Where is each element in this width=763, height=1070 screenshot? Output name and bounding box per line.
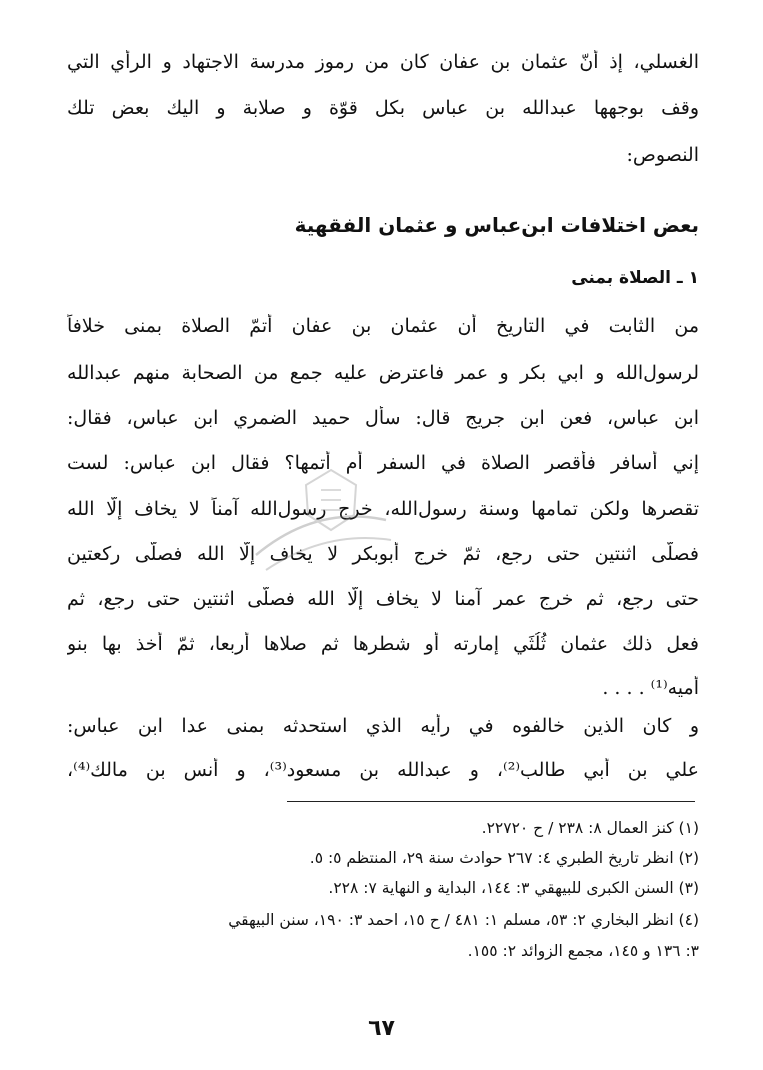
section-heading: بعض اختلافات ابن‌عباس و عثمان الفقهية [294, 213, 699, 237]
intro-line-2: وقف بوجهها عبدالله بن عباس بكل قوّة و صلابة و اليك بعض تلك [67, 97, 699, 119]
intro-line-3: النصوص: [626, 144, 699, 166]
intro-line-1: الغسلي، إذ أنّ عثمان بن عفان كان من رموز مدرسة الاجتهاد و الرأي التي [67, 51, 699, 73]
library-stamp-watermark [236, 460, 396, 590]
para1-line-3: ابن عباس، فعن ابن جريج قال: سأل حميد الضمري ابن عباس، فقال: [67, 407, 699, 429]
footnote-1: (١) كنز العمال ٨: ٢٣٨ / ح ٢٢٧٢٠. [481, 819, 699, 837]
subsection-heading: ١ ـ الصلاة بمنى [571, 268, 699, 288]
footnote-2: (٢) انظر تاريخ الطبري ٤: ٢٦٧ حوادث سنة ٢٩، المنتظم ٥: ٥. [309, 849, 699, 867]
footnote-4-continued: ٣: ١٣٦ و ١٤٥، مجمع الزوائد ٢: ١٥٥. [467, 942, 699, 960]
page-number: ٦٧ [368, 1016, 395, 1041]
para1-line-7: حتى رجع، ثم خرج عمر آمنا لا يخاف إلّا الله فصلّى اثنتين حتى رجع، ثم [67, 588, 699, 610]
para1-line-4: إني أسافر فأقصر الصلاة في السفر أم أتمها؟ فقال ابن عباس: لست [67, 452, 699, 474]
para1-line-6: فصلّى اثنتين حتى رجع، ثمّ خرج أبوبكر لا يخاف إلّا الله فصلّى ركعتين [67, 543, 699, 565]
footnote-4: (٤) انظر البخاري ٢: ٥٣، مسلم ١: ٤٨١ / ح ١٥، احمد ٣: ١٩٠، سنن البيهقي [228, 911, 699, 929]
para1-line-2: لرسول‌الله و ابي بكر و عمر فاعترض عليه جمع من الصحابة منهم عبدالله [67, 362, 699, 384]
footnote-separator [287, 801, 695, 802]
para2-line-1: و كان الذين خالفوه في رأيه الذي استحدثه بمنى عدا ابن عباس: [67, 715, 699, 737]
para1-line-9: أميه⁽¹⁾ . . . . [602, 677, 699, 699]
para1-line-1: من الثابت في التاريخ أن عثمان بن عفان أتمّ الصلاة بمنى خلافاً [67, 315, 699, 337]
para1-line-8: فعل ذلك عثمان ثُلُثَي إمارته أو شطرها ثم صلاها أربعا، ثمّ أخذ بها بنو [67, 633, 699, 655]
para1-line-5: تقصرها ولكن تمامها وسنة رسول‌الله، خرج رسول‌الله آمناً لا يخاف إلّا الله [67, 498, 699, 520]
para2-line-2: علي بن أبي طالب⁽²⁾، و عبدالله بن مسعود⁽³⁾، و أنس بن مالك⁽⁴⁾، [67, 759, 699, 781]
footnote-3: (٣) السنن الكبرى للبيهقي ٣: ١٤٤، البداية و النهاية ٧: ٢٢٨. [328, 879, 699, 897]
